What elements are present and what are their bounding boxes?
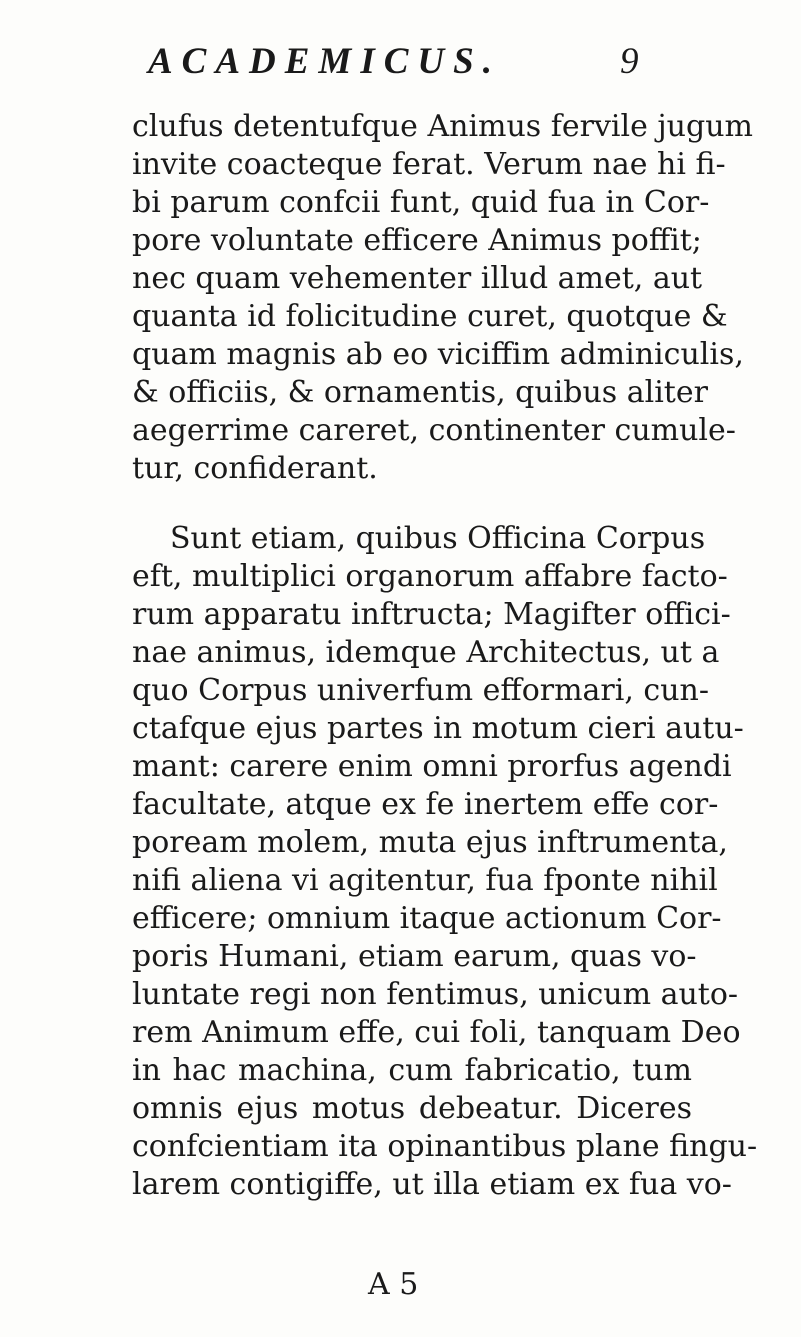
text-line: invite coacteque ferat. Verum nae hi fi- [132, 147, 726, 182]
text-line: larem contigiffe, ut illa etiam ex fua vo- [132, 1167, 732, 1202]
text-line: quam magnis ab eo viciffim adminiculis, [132, 337, 744, 372]
signature-mark: A 5 [368, 1267, 419, 1302]
text-line: efficere; omnium itaque actionum Cor- [132, 901, 722, 936]
body-text [132, 108, 758, 1204]
text-line: quanta id folicitudine curet, quotque & [132, 299, 728, 334]
text-line: rem Animum effe, cui foli, tanquam Deo [132, 1015, 741, 1050]
running-head [148, 40, 648, 80]
text-line: quo Corpus univerfum efformari, cun- [132, 673, 710, 708]
text-line: luntate regi non fentimus, unicum auto- [132, 977, 739, 1012]
text-line: mant: carere enim omni prorfus agendi [132, 749, 732, 784]
text-line: eft, multiplici organorum affabre facto- [132, 559, 728, 594]
text-line: Sunt etiam, quibus Officina Corpus [170, 521, 706, 556]
text-line: pore voluntate efficere Animus poffit; [132, 223, 702, 258]
text-line: poris Humani, etiam earum, quas vo- [132, 939, 697, 974]
text-line: tur, confiderant. [132, 451, 378, 486]
text-line: nae animus, idemque Architectus, ut a [132, 635, 720, 670]
text-line: ctafque ejus partes in motum cieri autu- [132, 711, 744, 746]
text-line: clufus detentufque Animus fervile jugum [132, 109, 753, 144]
text-line: nec quam vehementer illud amet, aut [132, 261, 703, 296]
paragraph-1 [132, 108, 753, 488]
text-line: bi parum confcii funt, quid fua in Cor- [132, 185, 710, 220]
text-line: in hac machina, cum fabricatio, tum [132, 1053, 692, 1088]
text-line: facultate, atque ex fe inertem effe cor- [132, 787, 719, 822]
text-line: omnis ejus motus debeatur. Diceres [132, 1091, 692, 1126]
text-line: aegerrime careret, continenter cumule- [132, 413, 736, 448]
page-number: 9 [620, 41, 639, 82]
paragraph-2 [132, 520, 758, 1204]
text-line: confcientiam ita opinantibus plane fingu- [132, 1129, 758, 1164]
text-line: nifi aliena vi agitentur, fua fponte nihil [132, 863, 718, 898]
text-line: & officiis, & ornamentis, quibus aliter [132, 375, 708, 410]
text-line: rum apparatu inftructa; Magifter offici- [132, 597, 731, 632]
text-line: poream molem, muta ejus inftrumenta, [132, 825, 728, 860]
paragraph-gap [132, 488, 692, 520]
running-title: ACADEMICUS. [148, 41, 501, 82]
